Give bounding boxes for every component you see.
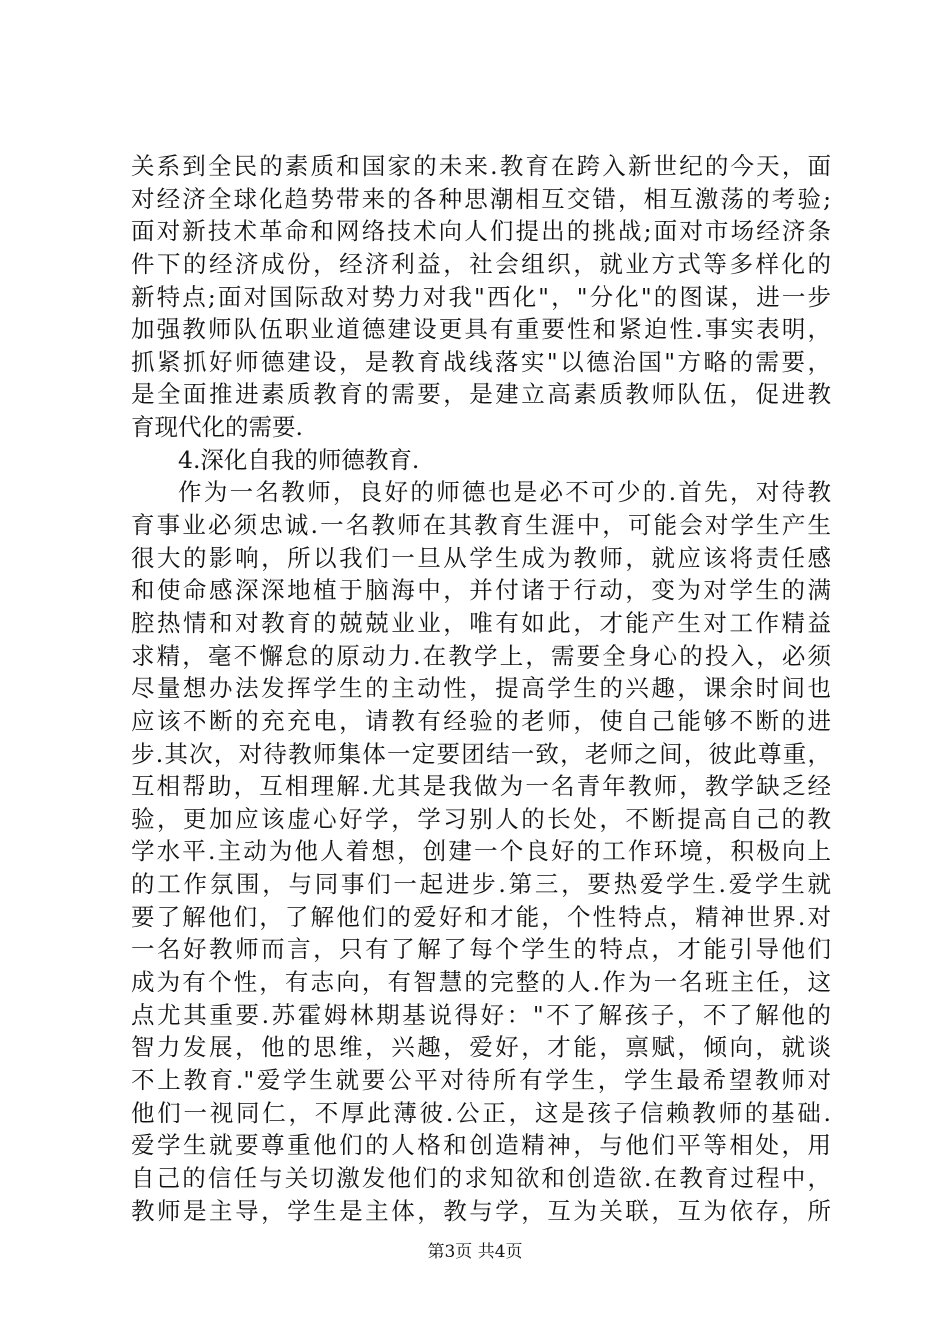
text-line: 步.其次，对待教师集体一定要团结一致，老师之间，彼此尊重，: [131, 739, 831, 768]
text-line: 成为有个性，有志向，有智慧的完整的人.作为一名班主任，这: [131, 968, 831, 997]
text-line: 育事业必须忠诚.一名教师在其教育生涯中，可能会对学生产生: [131, 511, 831, 540]
section-heading: 4.深化自我的师德教育.: [178, 445, 420, 474]
document-body: [131, 150, 831, 1227]
text-line: 抓紧抓好师德建设，是教育战线落实"以德治国"方略的需要，: [131, 347, 831, 376]
text-line: 验，更加应该虚心好学，学习别人的长处，不断提高自己的教: [131, 804, 831, 833]
text-line: 不上教育."爱学生就要公平对待所有学生，学生最希望教师对: [131, 1065, 831, 1094]
text-line: 互相帮助，互相理解.尤其是我做为一名青年教师，教学缺乏经: [131, 772, 831, 801]
text-line: 应该不断的充充电，请教有经验的老师，使自己能够不断的进: [131, 706, 831, 735]
text-line: 要了解他们，了解他们的爱好和才能，个性特点，精神世界.对: [131, 902, 831, 931]
text-line: 关系到全民的素质和国家的未来.教育在跨入新世纪的今天，面: [131, 152, 831, 180]
text-line: 他们一视同仁，不厚此薄彼.公正，这是孩子信赖教师的基础.: [131, 1098, 831, 1127]
text-line: 求精，毫不懈怠的原动力.在教学上，需要全身心的投入，必须: [131, 641, 831, 670]
text-line: 一名好教师而言，只有了解了每个学生的特点，才能引导他们: [131, 935, 831, 964]
text-line: 加强教师队伍职业道德建设更具有重要性和紧迫性.事实表明，: [131, 315, 831, 344]
text-line: 是全面推进素质教育的需要，是建立高素质教师队伍，促进教: [131, 380, 831, 409]
text-line: 作为一名教师，良好的师德也是必不可少的.首先，对待教: [178, 478, 831, 507]
page-footer: 第3页 共4页: [427, 1242, 523, 1262]
text-line: 爱学生就要尊重他们的人格和创造精神，与他们平等相处，用: [131, 1131, 831, 1160]
text-line: 面对新技术革命和网络技术向人们提出的挑战;面对市场经济条: [131, 217, 831, 246]
text-line: 育现代化的需要.: [131, 413, 303, 442]
text-line: 学水平.主动为他人着想，创建一个良好的工作环境，积极向上: [131, 837, 831, 866]
text-line: 的工作氛围，与同事们一起进步.第三，要热爱学生.爱学生就: [131, 870, 831, 899]
text-line: 很大的影响，所以我们一旦从学生成为教师，就应该将责任感: [131, 543, 831, 572]
text-line: 自己的信任与关切激发他们的求知欲和创造欲.在教育过程中，: [131, 1163, 831, 1192]
text-line: 点尤其重要.苏霍姆林期基说得好："不了解孩子，不了解他的: [131, 1000, 831, 1029]
text-line: 新特点;面对国际敌对势力对我"西化"，"分化"的图谋，进一步: [131, 282, 831, 311]
text-line: 件下的经济成份，经济利益，社会组织，就业方式等多样化的: [131, 249, 831, 278]
text-line: 腔热情和对教育的兢兢业业，唯有如此，才能产生对工作精益: [131, 608, 831, 637]
text-line: 尽量想办法发挥学生的主动性，提高学生的兴趣，课余时间也: [131, 674, 831, 703]
text-line: 和使命感深深地植于脑海中，并付诸于行动，变为对学生的满: [131, 576, 831, 605]
text-line: 对经济全球化趋势带来的各种思潮相互交错，相互激荡的考验;: [131, 184, 831, 213]
text-line: 智力发展，他的思维，兴趣，爱好，才能，禀赋，倾向，就谈: [131, 1033, 831, 1062]
text-line: 教师是主导，学生是主体，教与学，互为关联，互为依存，所: [131, 1196, 831, 1225]
